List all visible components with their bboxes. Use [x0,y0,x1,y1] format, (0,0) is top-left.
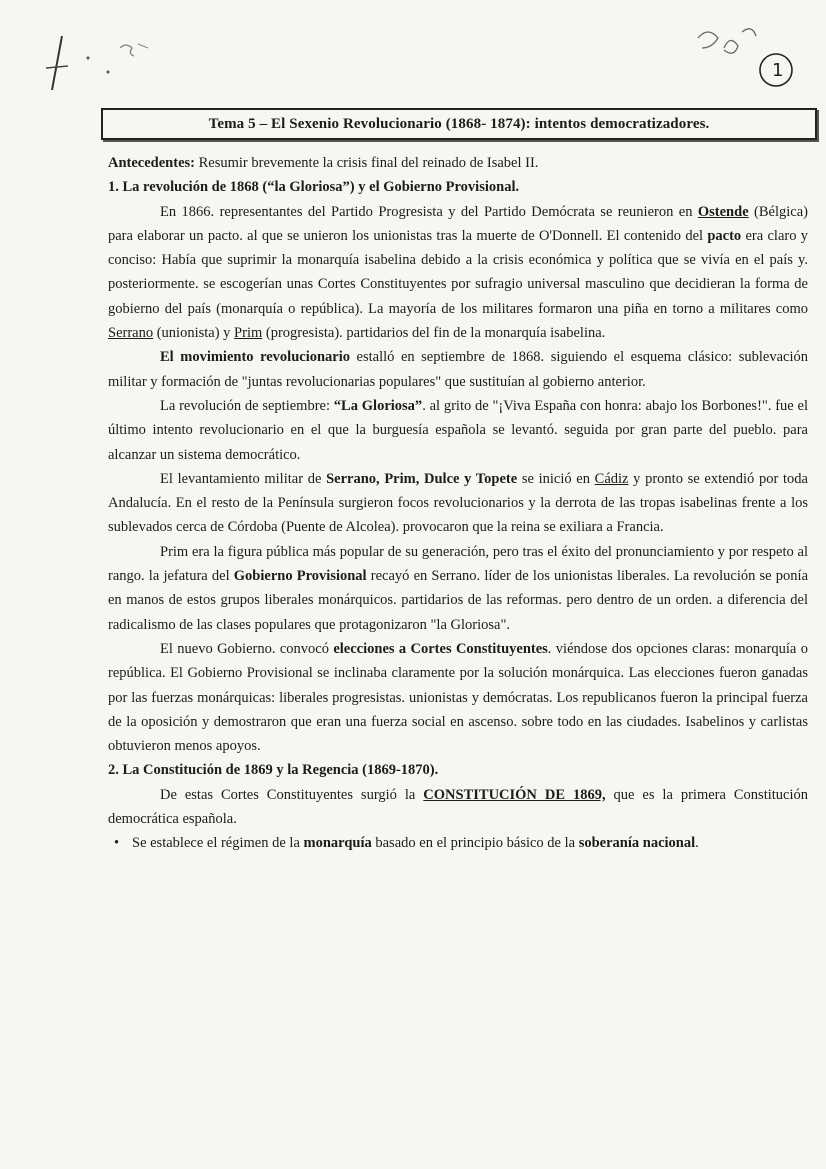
page-number-mark: 1 [772,60,784,81]
antecedentes-label: Antecedentes: [108,155,195,171]
serrano-term: Serrano [108,325,154,342]
cadiz-term: Cádiz [594,470,629,487]
paragraph-levantamiento: El levantamiento militar de Serrano, Prim, Dulce y Topete se inició en Cádiz y pronto se extendió por toda Andalucía. En el resto de la Península surgieron focos revolucionarios y la derrota de las tropas isabelinas frente a los sublevados cerca de Córdoba (Puente de Alcolea). provocaron que la reina se exiliara a Francia. [108,470,808,536]
handwritten-annotation-icon [688,18,798,98]
paragraph-gobierno-provisional: Prim era la figura pública más popular de su generación, pero tras el éxito del pronunciamiento y por respeto al rango. la jefatura del Gobierno Provisional recayó en Serrano. líder de los unionistas liberales. La revolución se ponía en manos de estos grupos liberales monárquicos. partidarios de las reformas. pero dentro de un orden. a diferencia del radicalismo de las clases populares que protagonizaron "la Gloriosa". [108,543,809,633]
paragraph-movimiento: El movimiento revolucionario estalló en septiembre de 1868. siguiendo el esquema clásico: sublevación militar y formación de "juntas revolucionarias populares" que sustituían al gobierno anterior. [108,349,808,390]
constitucion-term: CONSTITUCIÓN DE 1869, [423,786,606,803]
document-body [108,151,808,856]
section-heading-1: 1. La revolución de 1868 (“la Gloriosa”) y el Gobierno Provisional. [108,179,520,196]
handwritten-marks-icon [38,28,168,98]
topic-title-box [101,108,817,140]
paragraph-la-gloriosa: La revolución de septiembre: “La Gloriosa”. al grito de "¡Viva España con honra: abajo los Borbones!". fue el último intento revolucionario en el que la burguesía española se levantó. seguida por gran parte del pueblo. para alcanzar un sistema democrático. [108,397,808,463]
antecedentes-line [108,151,808,175]
bullet-item-monarquia: • Se establece el régimen de la monarquía basado en el principio básico de la soberanía nacional. [108,831,808,855]
pacto-term: pacto [707,227,742,244]
paragraph-constitucion: De estas Cortes Constituyentes surgió la CONSTITUCIÓN DE 1869, que es la primera Constitución democrática española. [108,786,808,828]
paragraph-elecciones: El nuevo Gobierno. convocó elecciones a Cortes Constituyentes. viéndose dos opciones claras: monarquía o república. El Gobierno Provisional se inclinaba claramente por la solución monárquica. Las elecciones fueron ganadas por las fuerzas monárquicas: liberales progresistas. unionistas y demócratas. Los republicanos fueron la principal fuerza de la oposición y demostraron que eran una fuerza social en ascenso. sobre todo en las ciudades. Isabelinos y carlistas obtuvieron menos apoyos. [108,640,808,755]
section-heading-2: 2. La Constitución de 1869 y la Regencia (1869-1870). [108,762,439,779]
paragraph-pacto-ostende: En 1866. representantes del Partido Progresista y del Partido Demócrata se reunieron en Ostende (Bélgica) para elaborar un pacto. al que se unieron los unionistas tras la muerte de O'Donnell. El contenido del pacto era claro y conciso: Había que suprimir la monarquía isabelina debido a la crisis económica y política que se vivía en el país y. posteriormente. se escogerían unas Cortes Constituyentes por sufragio universal masculino que decidieran la forma de gobierno del país (monarquía o república). La mayoría de los militares formaron una piña en torno a militares como Serrano (unionista) y Prim (progresista). partidarios del fin de la monarquía isabelina. [108,203,809,342]
antecedentes-text: Resumir brevemente la crisis final del reinado de Isabel II. [194,155,539,171]
topic-title: Tema 5 – El Sexenio Revolucionario (1868- 1874): intentos democratizadores. [208,115,710,132]
ostende-term: Ostende [697,203,749,220]
prim-term: Prim [234,325,263,342]
